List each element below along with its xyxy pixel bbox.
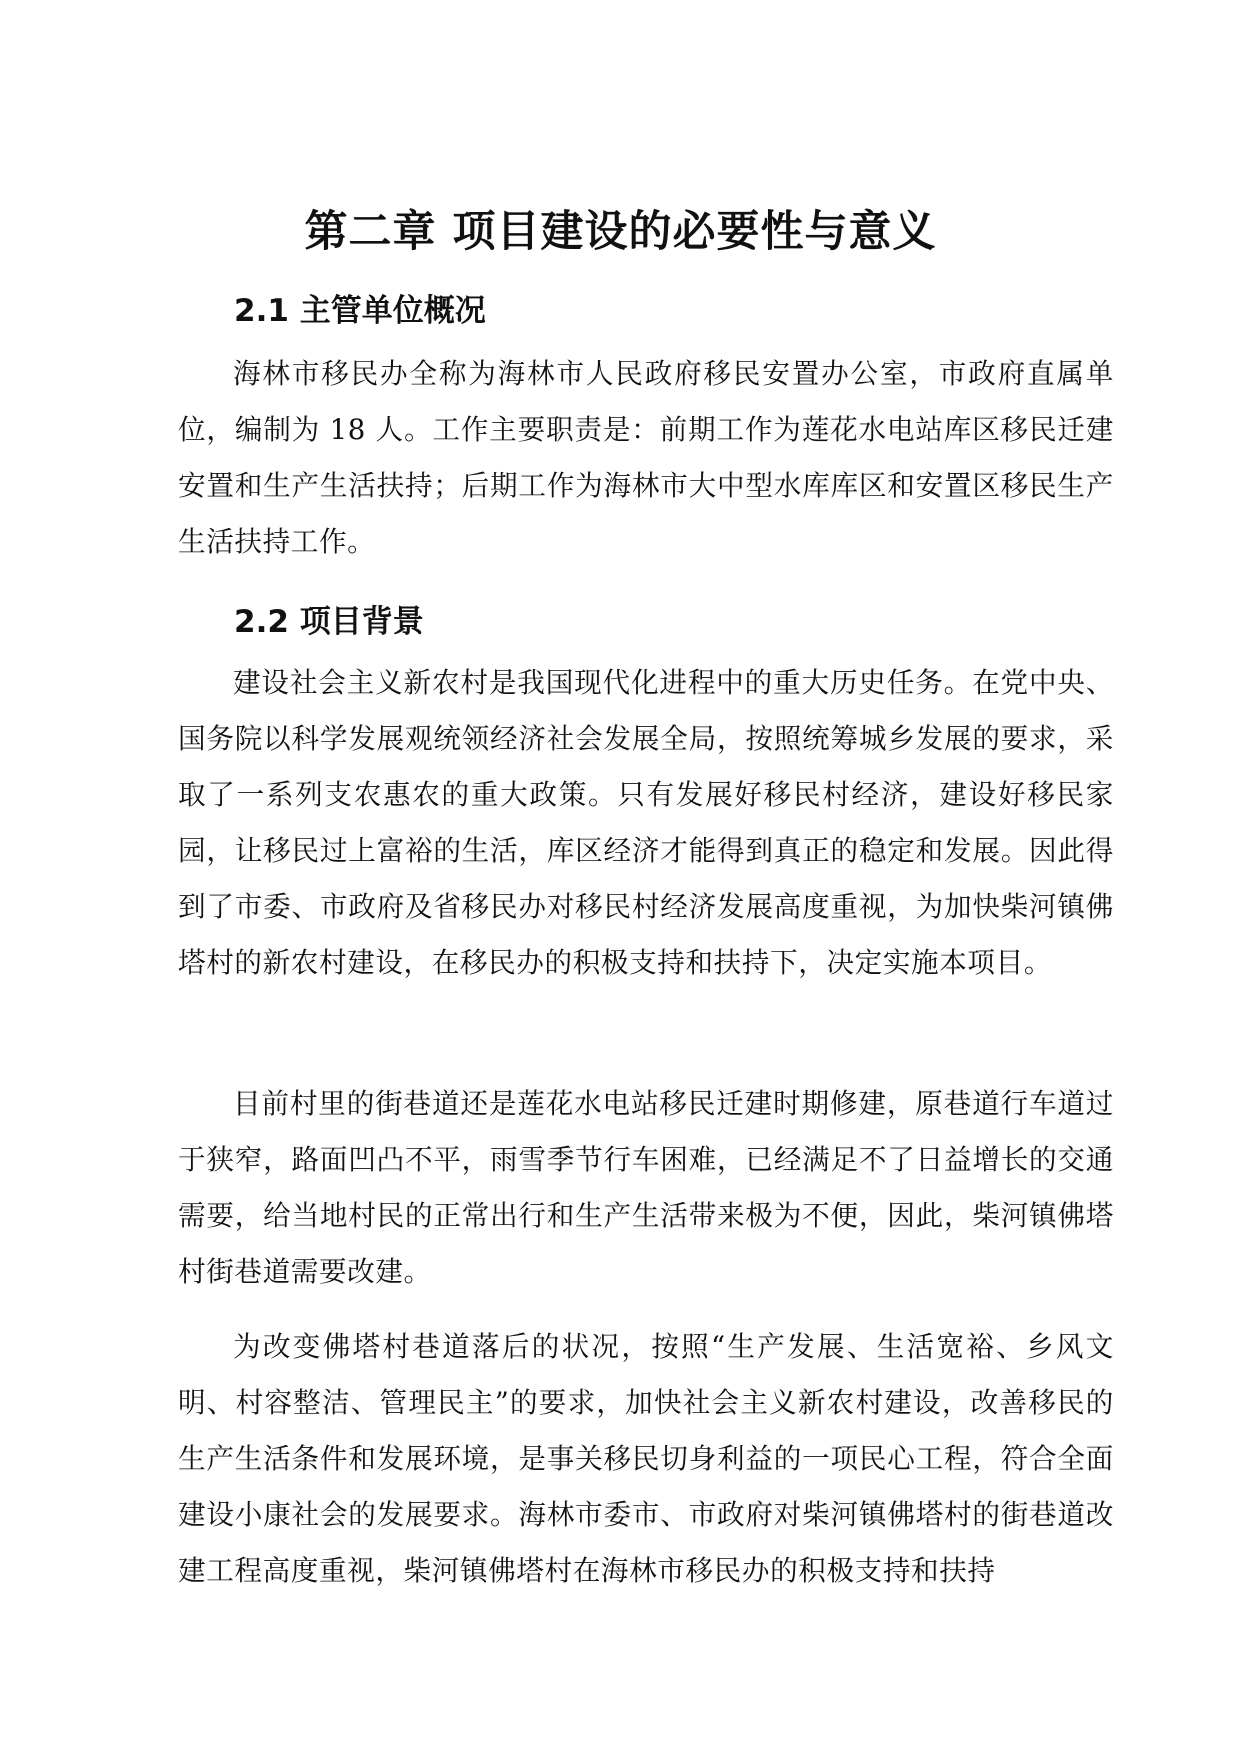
- paragraph-project-background: 建设社会主义新农村是我国现代化进程中的重大历史任务。在党中央、国务院以科学发展观统领经济社会发展全局，按照统筹城乡发展的要求，采取了一系列支农惠农的重大政策。只有发展好移民村经济，建设好移民家园，让移民过上富裕的生活，库区经济才能得到真正的稳定和发展。因此得到了市委、市政府及省移民办对移民村经济发展高度重视，为加快柴河镇佛塔村的新农村建设，在移民办的积极支持和扶持下，决定实施本项目。: [178, 666, 1114, 979]
- section-heading-2-1: 2.1 主管单位概况: [234, 293, 486, 329]
- section-heading-2-2: 2.2 项目背景: [234, 604, 424, 640]
- paragraph-road-condition: 目前村里的街巷道还是莲花水电站移民迁建时期修建，原巷道行车道过于狭窄，路面凹凸不平，雨雪季节行车困难，已经满足不了日益增长的交通需要，给当地村民的正常出行和生产生活带来极为不便，因此，柴河镇佛塔村街巷道需要改建。: [178, 1087, 1114, 1288]
- paragraph-reform-goal: 为改变佛塔村巷道落后的状况，按照“生产发展、生活宽裕、乡风文明、村容整洁、管理民主”的要求，加快社会主义新农村建设，改善移民的生产生活条件和发展环境，是事关移民切身利益的一项民心工程，符合全面建设小康社会的发展要求。海林市委市、市政府对柴河镇佛塔村的街巷道改建工程高度重视，柴河镇佛塔村在海林市移民办的积极支持和扶持: [178, 1330, 1114, 1587]
- chapter-title: 第二章 项目建设的必要性与意义: [304, 207, 937, 257]
- paragraph-unit-overview: 海林市移民办全称为海林市人民政府移民安置办公室，市政府直属单位，编制为 18 人。工作主要职责是：前期工作为莲花水电站库区移民迁建安置和生产生活扶持；后期工作为海林市大中型水库库区和安置区移民生产生活扶持工作。: [178, 357, 1114, 558]
